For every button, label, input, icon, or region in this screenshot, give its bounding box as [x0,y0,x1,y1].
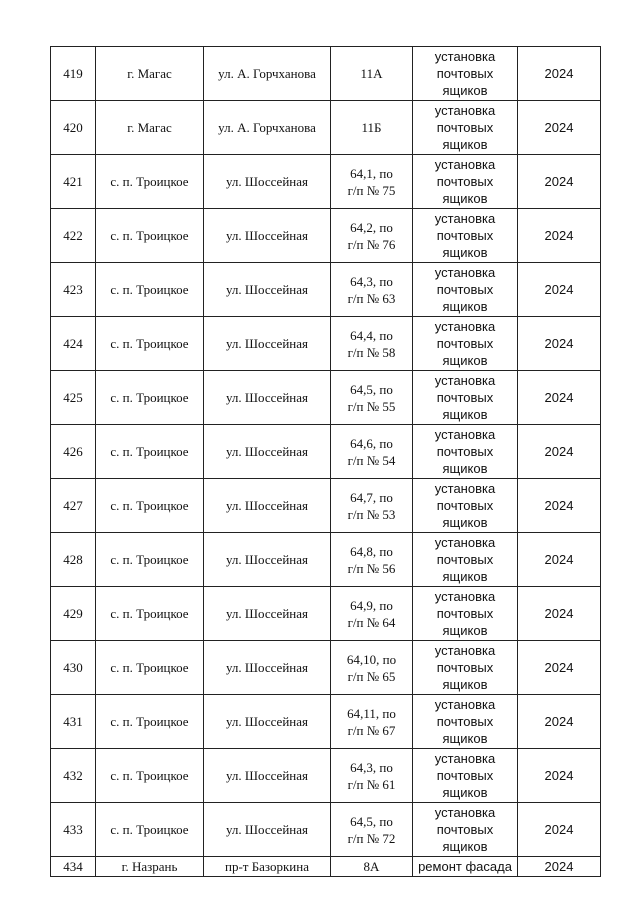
work-type-line: ящиков [442,191,488,206]
table-row [51,533,601,587]
work-type-line: ремонт фасада [418,859,512,874]
row-number-cell: 422 [51,209,96,263]
house-line: 64,3, по [350,759,393,775]
work-type-cell [413,641,518,695]
work-type-line: почтовых [436,120,494,135]
work-type-line: установка [434,49,496,64]
work-type-cell [413,155,518,209]
house-line: 64,5, по [350,813,393,829]
work-type-line: установка [434,589,496,604]
work-type-line: почтовых [436,228,494,243]
house-cell [331,641,413,695]
year-cell: 2024 [518,695,601,749]
work-type-cell [413,749,518,803]
table-row [51,425,601,479]
table-row [51,695,601,749]
table-row [51,155,601,209]
house-cell [331,587,413,641]
row-number-cell: 419 [51,47,96,101]
street-cell: ул. А. Горчханова [204,101,331,155]
work-type-line: установка [434,265,496,280]
work-type-line: установка [434,481,496,496]
year-cell: 2024 [518,857,601,877]
house-line: г/п № 53 [347,506,396,522]
work-type-line: установка [434,103,496,118]
table-row [51,803,601,857]
work-type-line: почтовых [436,498,494,513]
work-type-line: почтовых [436,714,494,729]
work-type-line: установка [434,535,496,550]
work-type-cell [413,857,518,877]
year-cell: 2024 [518,371,601,425]
house-line: 11Б [361,120,382,135]
settlement-cell: с. п. Троицкое [96,479,204,533]
row-number-cell: 432 [51,749,96,803]
work-type-line: ящиков [442,137,488,152]
work-type-line: ящиков [442,299,488,314]
work-type-line: почтовых [436,606,494,621]
house-line: 64,3, по [350,273,393,289]
work-type-line: ящиков [442,83,488,98]
house-cell [331,803,413,857]
street-cell: пр-т Базоркина [204,857,331,877]
house-cell [331,47,413,101]
street-cell: ул. А. Горчханова [204,47,331,101]
house-line: г/п № 72 [347,830,396,846]
table-row [51,371,601,425]
house-line: г/п № 67 [347,722,396,738]
settlement-cell: с. п. Троицкое [96,209,204,263]
house-line: 8А [363,859,380,874]
work-type-line: ящиков [442,515,488,530]
year-cell: 2024 [518,209,601,263]
table-row [51,641,601,695]
work-type-line: установка [434,805,496,820]
house-cell [331,155,413,209]
settlement-cell: г. Магас [96,47,204,101]
work-type-line: установка [434,157,496,172]
house-cell [331,425,413,479]
year-cell: 2024 [518,803,601,857]
year-cell: 2024 [518,587,601,641]
house-cell [331,749,413,803]
row-number-cell: 429 [51,587,96,641]
street-cell: ул. Шоссейная [204,695,331,749]
house-line: 64,9, по [350,597,393,613]
house-cell [331,317,413,371]
work-type-line: установка [434,427,496,442]
work-type-cell [413,533,518,587]
street-cell: ул. Шоссейная [204,587,331,641]
work-type-line: установка [434,697,496,712]
table-row [51,101,601,155]
table-row [51,479,601,533]
house-line: 64,6, по [350,435,393,451]
settlement-cell: г. Назрань [96,857,204,877]
work-type-line: почтовых [436,552,494,567]
street-cell: ул. Шоссейная [204,317,331,371]
street-cell: ул. Шоссейная [204,803,331,857]
work-type-line: ящиков [442,839,488,854]
house-line: г/п № 63 [347,290,396,306]
street-cell: ул. Шоссейная [204,155,331,209]
work-type-line: установка [434,643,496,658]
work-type-line: установка [434,751,496,766]
table-row [51,263,601,317]
year-cell: 2024 [518,263,601,317]
house-line: 64,7, по [350,489,393,505]
work-type-line: ящиков [442,677,488,692]
work-type-line: ящиков [442,785,488,800]
house-line: 64,5, по [350,381,393,397]
table-row [51,857,601,877]
house-line: 64,11, по [347,705,396,721]
settlement-cell: с. п. Троицкое [96,371,204,425]
work-type-cell [413,209,518,263]
work-type-line: ящиков [442,245,488,260]
settlement-cell: с. п. Троицкое [96,803,204,857]
house-cell [331,695,413,749]
settlement-cell: с. п. Троицкое [96,317,204,371]
settlement-cell: с. п. Троицкое [96,641,204,695]
work-type-line: ящиков [442,407,488,422]
work-type-line: почтовых [436,282,494,297]
street-cell: ул. Шоссейная [204,263,331,317]
table-row [51,317,601,371]
settlement-cell: с. п. Троицкое [96,695,204,749]
house-line: 64,10, по [346,651,397,667]
table-row [51,209,601,263]
work-type-cell [413,695,518,749]
row-number-cell: 420 [51,101,96,155]
year-cell: 2024 [518,749,601,803]
house-line: 64,1, по [350,165,393,181]
table-row [51,587,601,641]
house-line: 64,4, по [350,327,393,343]
street-cell: ул. Шоссейная [204,749,331,803]
settlement-cell: с. п. Троицкое [96,155,204,209]
work-type-line: почтовых [436,66,494,81]
house-line: 64,2, по [350,219,393,235]
year-cell: 2024 [518,479,601,533]
work-type-cell [413,47,518,101]
work-type-line: установка [434,373,496,388]
settlement-cell: г. Магас [96,101,204,155]
row-number-cell: 433 [51,803,96,857]
year-cell: 2024 [518,317,601,371]
street-cell: ул. Шоссейная [204,371,331,425]
house-line: г/п № 54 [347,452,396,468]
work-type-line: почтовых [436,822,494,837]
house-cell [331,857,413,877]
row-number-cell: 430 [51,641,96,695]
work-type-line: почтовых [436,390,494,405]
year-cell: 2024 [518,425,601,479]
work-type-cell [413,371,518,425]
settlement-cell: с. п. Троицкое [96,587,204,641]
house-line: г/п № 55 [347,398,396,414]
works-table [50,46,601,877]
house-cell [331,371,413,425]
work-type-line: ящиков [442,353,488,368]
work-type-cell [413,263,518,317]
work-type-cell [413,479,518,533]
settlement-cell: с. п. Троицкое [96,749,204,803]
row-number-cell: 427 [51,479,96,533]
house-cell [331,479,413,533]
house-cell [331,533,413,587]
settlement-cell: с. п. Троицкое [96,263,204,317]
work-type-line: почтовых [436,174,494,189]
table-row [51,749,601,803]
work-type-line: почтовых [436,768,494,783]
row-number-cell: 428 [51,533,96,587]
house-line: г/п № 58 [347,344,396,360]
work-type-line: ящиков [442,461,488,476]
row-number-cell: 431 [51,695,96,749]
house-line: г/п № 75 [347,182,396,198]
year-cell: 2024 [518,155,601,209]
work-type-line: установка [434,211,496,226]
row-number-cell: 423 [51,263,96,317]
settlement-cell: с. п. Троицкое [96,533,204,587]
year-cell: 2024 [518,641,601,695]
table-row [51,47,601,101]
house-line: г/п № 65 [347,668,396,684]
house-line: г/п № 56 [347,560,396,576]
table-body [51,47,601,877]
work-type-cell [413,425,518,479]
street-cell: ул. Шоссейная [204,641,331,695]
street-cell: ул. Шоссейная [204,533,331,587]
year-cell: 2024 [518,101,601,155]
row-number-cell: 434 [51,857,96,877]
work-type-cell [413,317,518,371]
street-cell: ул. Шоссейная [204,479,331,533]
work-type-line: ящиков [442,731,488,746]
work-type-line: почтовых [436,444,494,459]
street-cell: ул. Шоссейная [204,425,331,479]
work-type-cell [413,587,518,641]
row-number-cell: 421 [51,155,96,209]
street-cell: ул. Шоссейная [204,209,331,263]
work-type-line: установка [434,319,496,334]
settlement-cell: с. п. Троицкое [96,425,204,479]
work-type-line: ящиков [442,623,488,638]
work-type-line: почтовых [436,660,494,675]
work-type-line: почтовых [436,336,494,351]
house-line: 11А [360,66,383,81]
year-cell: 2024 [518,533,601,587]
house-cell [331,209,413,263]
row-number-cell: 425 [51,371,96,425]
row-number-cell: 424 [51,317,96,371]
work-type-line: ящиков [442,569,488,584]
work-type-cell [413,803,518,857]
house-cell [331,263,413,317]
row-number-cell: 426 [51,425,96,479]
house-cell [331,101,413,155]
house-line: г/п № 64 [347,614,396,630]
work-type-cell [413,101,518,155]
house-line: 64,8, по [350,543,393,559]
house-line: г/п № 61 [347,776,396,792]
year-cell: 2024 [518,47,601,101]
house-line: г/п № 76 [347,236,396,252]
